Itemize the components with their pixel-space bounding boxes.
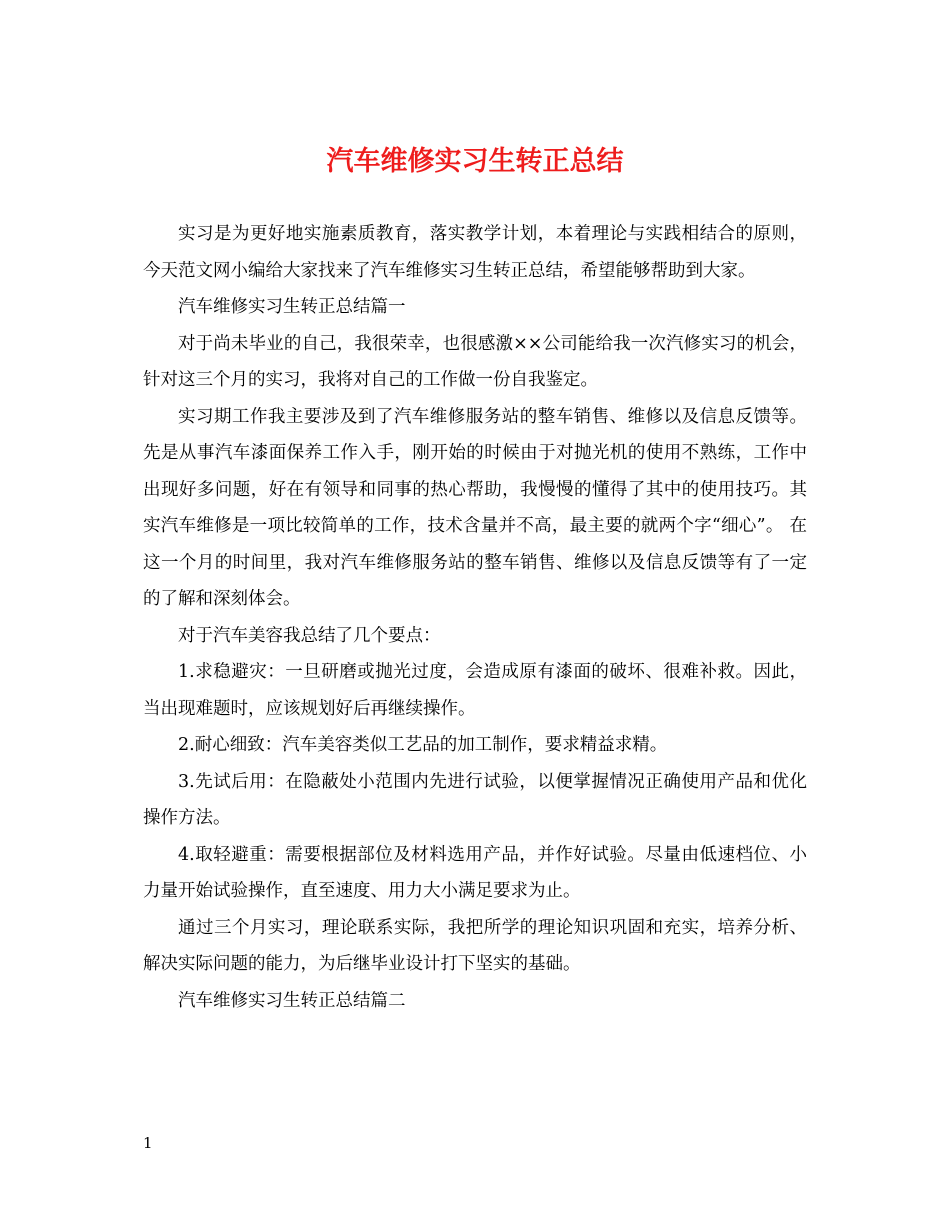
paragraph-gratitude: 对于尚未毕业的自己，我很荣幸，也很感激××公司能给我一次汽修实习的机会，针对这三个月的实习，我将对自己的工作做一份自我鉴定。 [143,333,807,390]
document-title: 汽车维修实习生转正总结 [326,146,624,177]
list-item-point-1: 1.求稳避灾：一旦研磨或抛光过度，会造成原有漆面的破坏、很难补救。因此，当出现难题时，应该规划好后再继续操作。 [143,662,807,719]
document-body [143,216,807,1019]
paragraph-conclusion: 通过三个月实习，理论联系实际，我把所学的理论知识巩固和充实，培养分析、解决实际问题的能力，为后继毕业设计打下坚实的基础。 [143,917,807,974]
paragraph-work-summary: 实习期工作我主要涉及到了汽车维修服务站的整车销售、维修以及信息反馈等。先是从事汽车漆面保养工作入手，刚开始的时候由于对抛光机的使用不熟练，工作中出现好多问题，好在有领导和同事的热心帮助，我慢慢的懂得了其中的使用技巧。其实汽车维修是一项比较简单的工作，技术含量并不高，最主要的就两个字“细心”。 在这一个月的时间里，我对汽车维修服务站的整车销售、维修以及信息反馈等有了一定的了解和深刻体会。 [143,406,807,609]
list-item-point-4: 4.取轻避重：需要根据部位及材料选用产品，并作好试验。尽量由低速档位、小力量开始试验操作，直至速度、用力大小满足要求为止。 [143,844,807,901]
section-heading-part-one: 汽车维修实习生转正总结篇一 [178,297,406,317]
page-number: 1 [143,1134,153,1152]
list-item-point-2: 2.耐心细致：汽车美容类似工艺品的加工制作，要求精益求精。 [178,735,668,755]
list-item-point-3: 3.先试后用：在隐蔽处小范围内先进行试验，以便掌握情况正确使用产品和优化操作方法。 [143,771,807,828]
paragraph-key-points-intro: 对于汽车美容我总结了几个要点： [178,625,441,646]
paragraph-intro: 实习是为更好地实施素质教育，落实教学计划，本着理论与实践相结合的原则，今天范文网小编给大家找来了汽车维修实习生转正总结，希望能够帮助到大家。 [143,224,807,281]
section-heading-part-two: 汽车维修实习生转正总结篇二 [178,990,406,1011]
